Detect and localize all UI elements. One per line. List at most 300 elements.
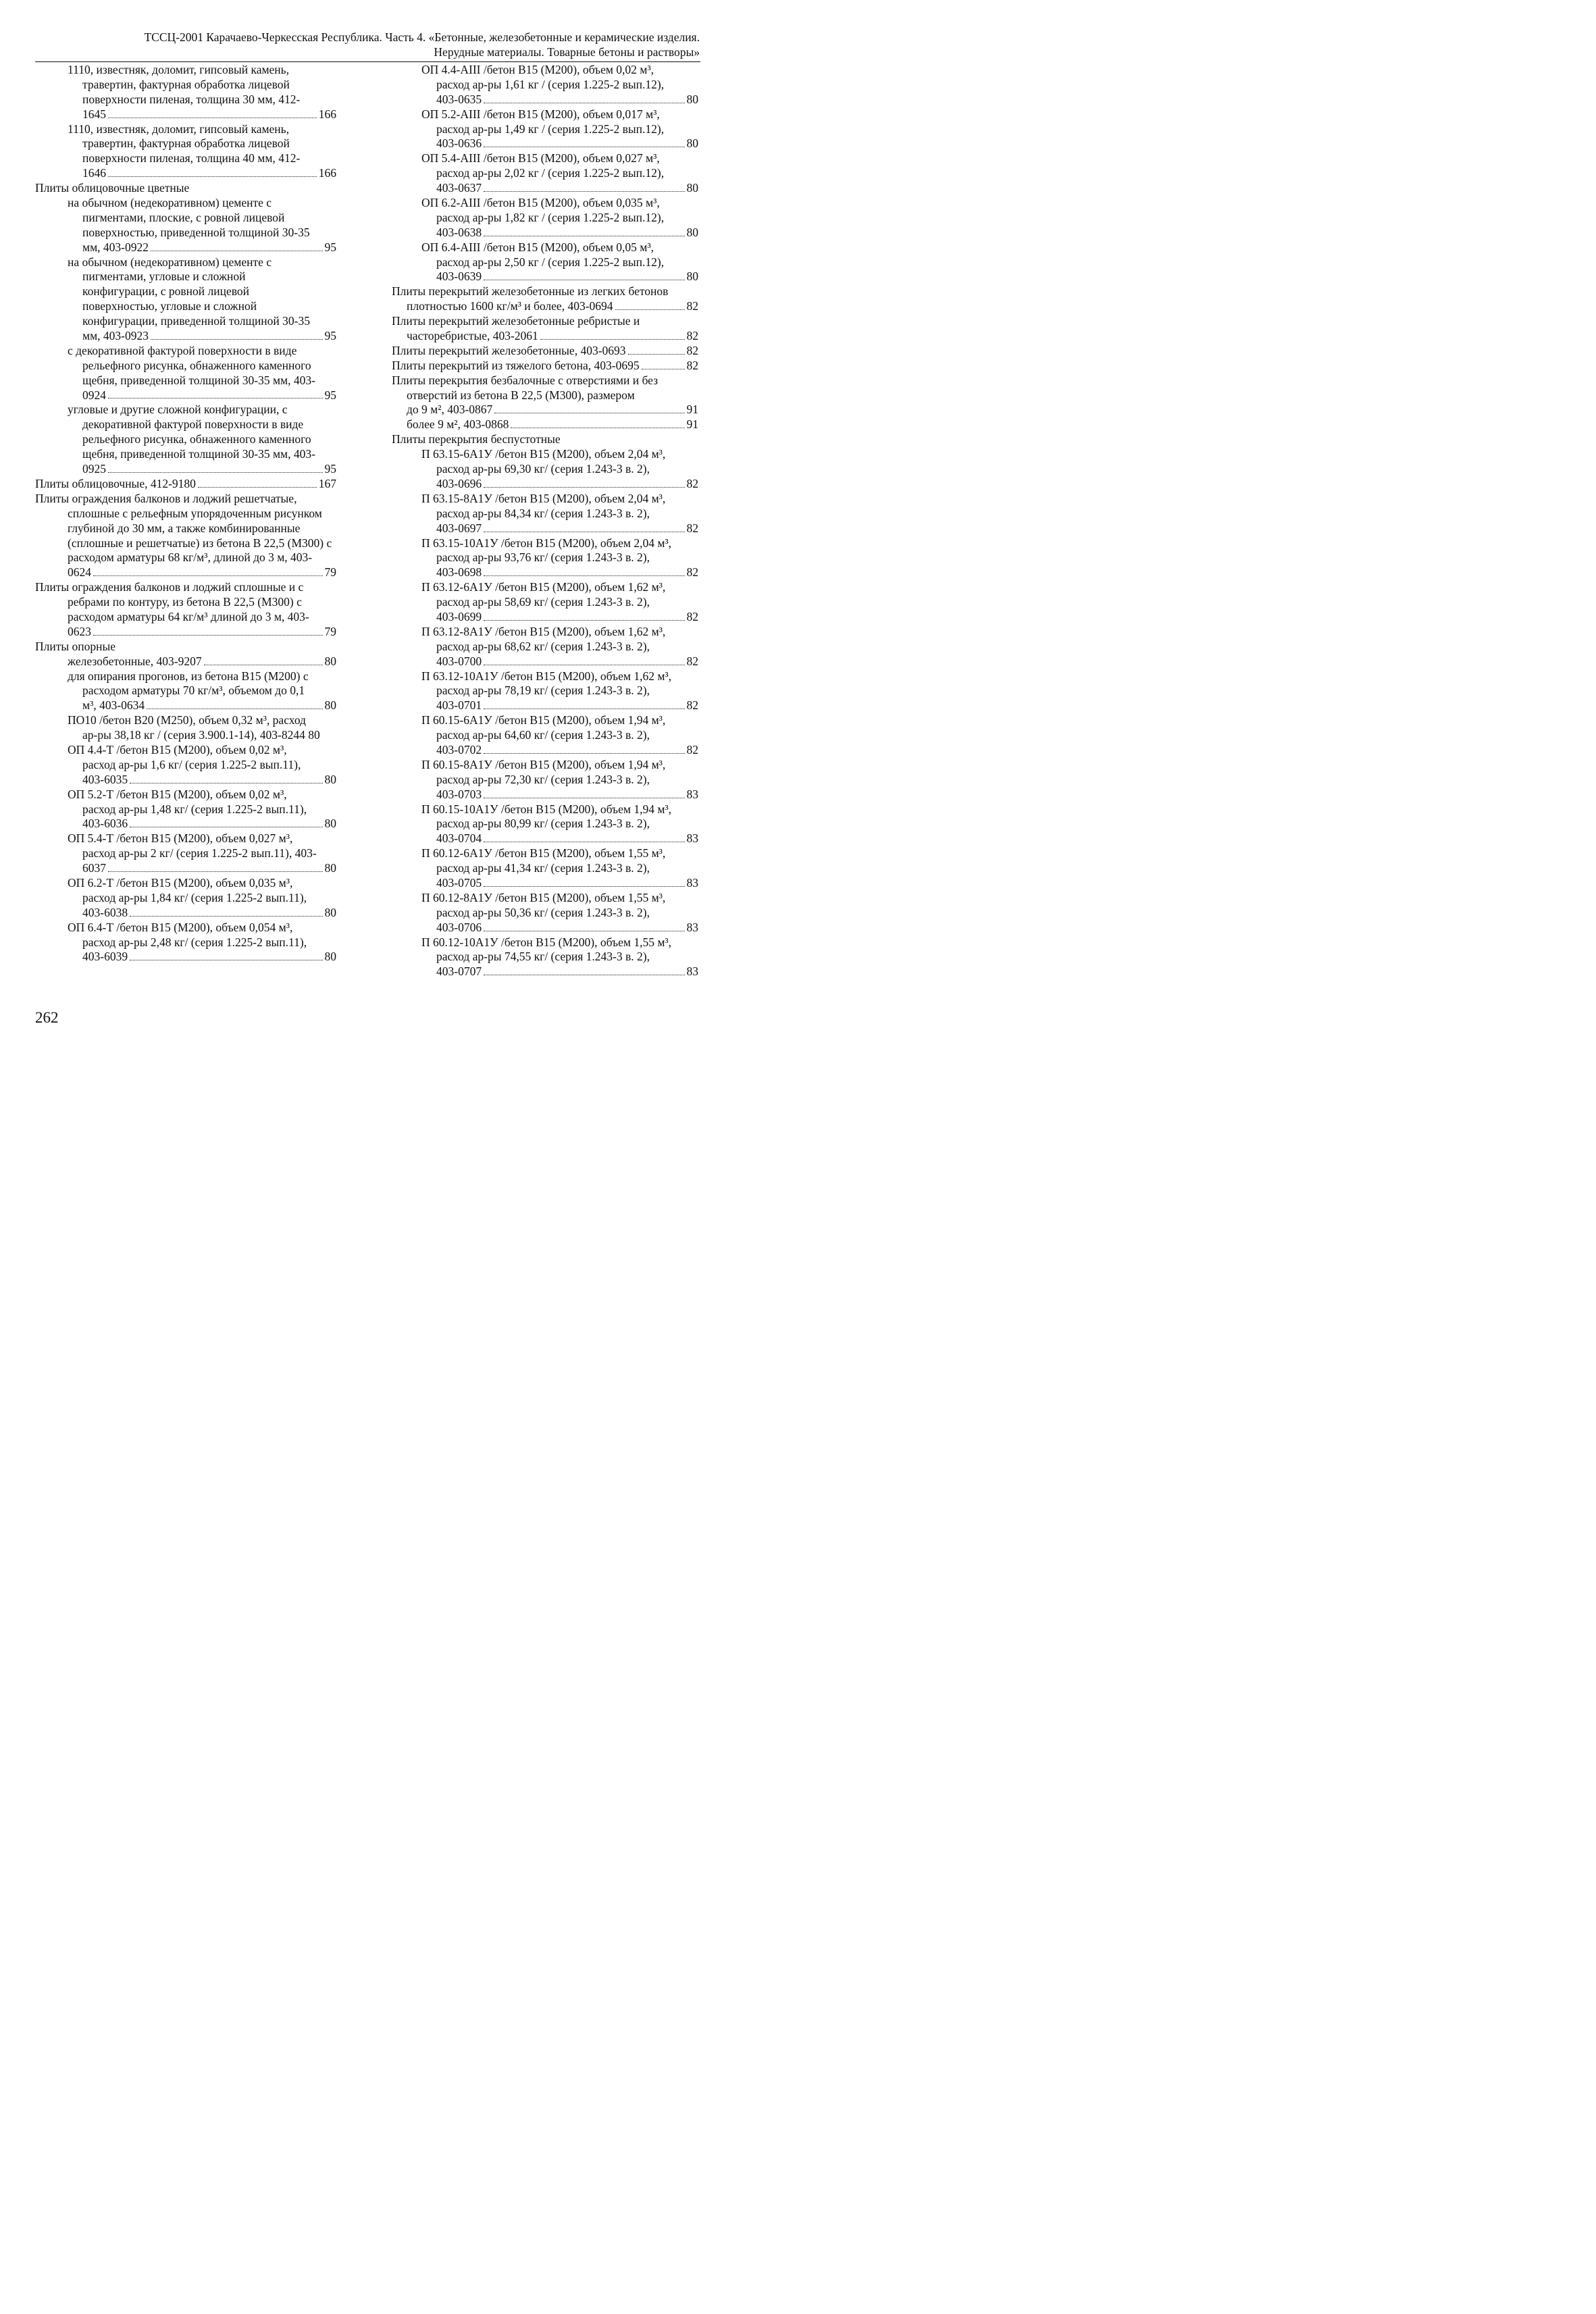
entry-text: Плиты перекрытия безбалочные с отверстиями и без bbox=[392, 373, 659, 387]
entry-page-number: 79 bbox=[324, 565, 336, 580]
entry-text: 403-0698 bbox=[436, 565, 482, 580]
entry-line bbox=[392, 151, 698, 166]
entry-line bbox=[392, 550, 698, 565]
entry-line bbox=[392, 359, 698, 374]
entry-text: 1110, известняк, доломит, гипсовый камень, bbox=[68, 122, 290, 136]
entry-line bbox=[35, 610, 336, 625]
entry-text: 403-0700 bbox=[436, 654, 482, 668]
entry-line bbox=[35, 921, 336, 935]
entry-text: травертин, фактурная обработка лицевой bbox=[82, 77, 290, 91]
entry-line bbox=[392, 344, 698, 359]
dot-leader bbox=[108, 472, 323, 473]
entry-page-number: 91 bbox=[686, 403, 698, 417]
entry-text: 403-0636 bbox=[436, 136, 482, 151]
entry-text: сплошные с рельефным упорядоченным рисунком bbox=[68, 506, 322, 520]
dot-leader bbox=[484, 575, 684, 576]
entry-text: 403-0706 bbox=[436, 920, 482, 934]
entry-line bbox=[35, 640, 336, 654]
entry-text: Плиты облицовочные цветные bbox=[35, 181, 190, 195]
index-entry bbox=[392, 846, 698, 891]
entry-text: П 60.15-6А1У /бетон В15 (М200), объем 1,94 м³, bbox=[421, 713, 666, 727]
entry-page-number: 95 bbox=[324, 240, 336, 254]
entry-text: конфигурации, с ровной лицевой bbox=[82, 284, 249, 299]
entry-line bbox=[35, 684, 336, 698]
index-entry bbox=[35, 654, 336, 669]
entry-text: более 9 м², 403-0868 bbox=[407, 417, 509, 432]
entry-line bbox=[392, 507, 698, 521]
entry-text: расход ар-ры 84,34 кг/ (серия 1.243-3 в. 2), bbox=[436, 506, 650, 520]
entry-line bbox=[35, 284, 336, 299]
entry-text: 0624 bbox=[68, 565, 91, 580]
index-entry bbox=[392, 314, 698, 344]
entry-page-number: 80 bbox=[324, 698, 336, 713]
entry-text: 403-0704 bbox=[436, 831, 482, 846]
index-entry bbox=[35, 196, 336, 255]
entry-line bbox=[392, 107, 698, 122]
entry-line bbox=[35, 269, 336, 284]
entry-text: расход ар-ры 41,34 кг/ (серия 1.243-3 в. 2), bbox=[436, 861, 650, 875]
entry-text: (сплошные и решетчатые) из бетона В 22,5 (М300) с bbox=[68, 536, 332, 550]
entry-line bbox=[35, 669, 336, 684]
entry-text: 403-0702 bbox=[436, 742, 482, 756]
entry-line bbox=[35, 654, 336, 669]
entry-page-number: 83 bbox=[686, 920, 698, 934]
index-entry bbox=[35, 876, 336, 921]
entry-page-number: 80 bbox=[324, 772, 336, 786]
entry-text: Плиты перекрытия беспустотные bbox=[392, 432, 561, 446]
entry-line bbox=[392, 846, 698, 861]
index-entry bbox=[35, 921, 336, 965]
entry-page-number: 80 bbox=[686, 136, 698, 151]
entry-line bbox=[35, 565, 336, 580]
entry-text: расход ар-ры 58,69 кг/ (серия 1.243-3 в. 2), bbox=[436, 595, 650, 609]
entry-text: 403-6039 bbox=[82, 950, 128, 964]
entry-line bbox=[392, 181, 698, 196]
entry-text: 0924 bbox=[82, 388, 106, 402]
entry-text: ОП 5.4-АIII /бетон В15 (М200), объем 0,027 м³, bbox=[421, 151, 660, 165]
entry-page-number: 95 bbox=[324, 329, 336, 343]
entry-text: расход ар-ры 74,55 кг/ (серия 1.243-3 в. 2), bbox=[436, 950, 650, 964]
entry-line bbox=[35, 788, 336, 802]
entry-line bbox=[392, 521, 698, 536]
entry-text: ОП 6.2-Т /бетон В15 (М200), объем 0,035 м³, bbox=[68, 875, 293, 890]
index-entry bbox=[392, 758, 698, 802]
entry-text: на обычном (недекоративном) цементе с bbox=[68, 255, 272, 269]
entry-text: П 60.15-10А1У /бетон В15 (М200), объем 1,94 м³, bbox=[421, 802, 672, 816]
dot-leader bbox=[130, 916, 322, 917]
entry-text: 403-6035 bbox=[82, 772, 128, 786]
entry-text: расход ар-ры 78,19 кг/ (серия 1.243-3 в. 2), bbox=[436, 684, 650, 698]
entry-line bbox=[392, 580, 698, 595]
entry-text: 403-0701 bbox=[436, 698, 482, 713]
index-entry bbox=[392, 802, 698, 847]
entry-text: мм, 403-0923 bbox=[82, 329, 149, 343]
entry-text: Плиты опорные bbox=[35, 639, 116, 653]
entry-line bbox=[35, 492, 336, 507]
entry-line bbox=[392, 817, 698, 831]
entry-text: глубиной до 30 мм, а также комбинированные bbox=[68, 521, 301, 535]
entry-line bbox=[35, 417, 336, 432]
entry-text: П 63.12-8А1У /бетон В15 (М200), объем 1,62 м³, bbox=[421, 624, 666, 638]
entry-page-number: 166 bbox=[318, 166, 336, 180]
entry-text: 403-0637 bbox=[436, 181, 482, 195]
entry-page-number: 80 bbox=[686, 92, 698, 106]
entry-line bbox=[35, 255, 336, 270]
entry-text: рельефного рисунка, обнаженного каменного bbox=[82, 358, 311, 372]
entry-page-number: 82 bbox=[686, 565, 698, 580]
entry-text: пигментами, угловые и сложной bbox=[82, 269, 246, 284]
index-entry bbox=[392, 284, 698, 314]
entry-line bbox=[392, 625, 698, 640]
entry-page-number: 82 bbox=[686, 742, 698, 756]
entry-line bbox=[392, 713, 698, 728]
index-entry bbox=[392, 713, 698, 758]
entry-line bbox=[35, 314, 336, 329]
index-entry bbox=[35, 344, 336, 403]
entry-line bbox=[35, 388, 336, 403]
entry-text: расход ар-ры 2,50 кг / (серия 1.225-2 вып.12), bbox=[436, 255, 665, 269]
entry-text: Плиты облицовочные, 412-9180 bbox=[35, 476, 196, 490]
entry-text: ребрами по контуру, из бетона В 22,5 (М300) с bbox=[68, 595, 302, 609]
entry-page-number: 80 bbox=[686, 269, 698, 284]
entry-line bbox=[35, 507, 336, 521]
entry-line bbox=[35, 935, 336, 950]
entry-text: П 60.12-8А1У /бетон В15 (М200), объем 1,55 м³, bbox=[421, 890, 666, 904]
entry-page-number: 82 bbox=[686, 299, 698, 313]
entry-line bbox=[35, 698, 336, 713]
entry-page-number: 80 bbox=[324, 905, 336, 919]
entry-line bbox=[35, 595, 336, 610]
entry-line bbox=[392, 447, 698, 462]
index-entry bbox=[35, 63, 336, 122]
entry-line bbox=[35, 846, 336, 861]
entry-text: отверстий из бетона В 22,5 (М300), размером bbox=[407, 388, 635, 402]
entry-page-number: 82 bbox=[686, 329, 698, 343]
dot-leader bbox=[108, 176, 317, 177]
entry-text: Плиты перекрытий железобетонные, 403-0693 bbox=[392, 343, 626, 357]
entry-page-number: 95 bbox=[324, 388, 336, 402]
entry-line bbox=[392, 861, 698, 876]
entry-text: П 60.15-8А1У /бетон В15 (М200), объем 1,94 м³, bbox=[421, 757, 666, 771]
entry-line bbox=[35, 93, 336, 107]
entry-text: 403-0697 bbox=[436, 521, 482, 535]
entry-text: м³, 403-0634 bbox=[82, 698, 145, 713]
entry-text: П 60.12-6А1У /бетон В15 (М200), объем 1,55 м³, bbox=[421, 846, 666, 860]
entry-text: ОП 6.2-АIII /бетон В15 (М200), объем 0,035 м³, bbox=[421, 196, 660, 210]
dot-leader bbox=[540, 339, 685, 340]
entry-text: Плиты ограждения балконов и лоджий сплошные и с bbox=[35, 580, 304, 594]
entry-line bbox=[392, 698, 698, 713]
entry-text: 403-0705 bbox=[436, 875, 482, 890]
entry-text: поверхностью, угловые и сложной bbox=[82, 299, 257, 313]
entry-text: часторебристые, 403-2061 bbox=[407, 329, 538, 343]
entry-line bbox=[392, 565, 698, 580]
entry-text: расход ар-ры 1,48 кг/ (серия 1.225-2 вып.11), bbox=[82, 802, 307, 816]
entry-line bbox=[392, 93, 698, 107]
entry-line bbox=[392, 728, 698, 743]
entry-line bbox=[392, 240, 698, 255]
entry-text: Плиты перекрытий из тяжелого бетона, 403-0695 bbox=[392, 358, 640, 372]
entry-text: расход ар-ры 1,84 кг/ (серия 1.225-2 вып.11), bbox=[82, 890, 307, 904]
entry-line bbox=[35, 891, 336, 906]
dot-leader bbox=[93, 635, 323, 636]
entry-line bbox=[392, 284, 698, 299]
entry-line bbox=[392, 965, 698, 979]
entry-line bbox=[392, 831, 698, 846]
entry-text: поверхностью, приведенной толщиной 30-35 bbox=[82, 225, 310, 239]
dot-leader bbox=[484, 753, 684, 754]
entry-text: щебня, приведенной толщиной 30-35 мм, 403- bbox=[82, 373, 315, 387]
entry-line bbox=[392, 329, 698, 344]
entry-line bbox=[35, 462, 336, 477]
entry-line bbox=[392, 299, 698, 314]
entry-line bbox=[392, 788, 698, 802]
entry-page-number: 82 bbox=[686, 609, 698, 623]
entry-line bbox=[35, 876, 336, 891]
entry-line bbox=[392, 211, 698, 226]
index-entry bbox=[35, 122, 336, 182]
entry-page-number: 80 bbox=[324, 654, 336, 668]
entry-line bbox=[35, 374, 336, 388]
entry-page-number: 83 bbox=[686, 787, 698, 801]
entry-line bbox=[392, 63, 698, 78]
entry-line bbox=[35, 743, 336, 758]
entry-line bbox=[392, 950, 698, 965]
entry-page-number: 82 bbox=[686, 476, 698, 490]
entry-line bbox=[35, 477, 336, 492]
entry-line bbox=[392, 417, 698, 432]
entry-line bbox=[35, 344, 336, 359]
entry-text: П 63.12-6А1У /бетон В15 (М200), объем 1,62 м³, bbox=[421, 580, 666, 594]
entry-line bbox=[392, 595, 698, 610]
dot-leader bbox=[198, 487, 317, 488]
entry-line bbox=[35, 580, 336, 595]
entry-page-number: 167 bbox=[318, 476, 336, 490]
entry-text: расход ар-ры 68,62 кг/ (серия 1.243-3 в. 2), bbox=[436, 639, 650, 653]
entry-text: 403-0699 bbox=[436, 609, 482, 623]
entry-page-number: 80 bbox=[324, 950, 336, 964]
entry-line bbox=[392, 876, 698, 891]
entry-line bbox=[35, 447, 336, 462]
entry-page-number: 83 bbox=[686, 965, 698, 979]
running-header bbox=[35, 30, 700, 59]
entry-line bbox=[392, 374, 698, 388]
entry-line bbox=[35, 181, 336, 196]
entry-page-number: 82 bbox=[686, 521, 698, 535]
index-entry bbox=[392, 447, 698, 492]
entry-page-number: 82 bbox=[686, 343, 698, 357]
entry-line bbox=[35, 196, 336, 211]
entry-text: поверхности пиленая, толщина 40 мм, 412- bbox=[82, 151, 301, 165]
index-entry bbox=[35, 403, 336, 476]
index-entry bbox=[392, 580, 698, 625]
header-rule bbox=[35, 61, 700, 62]
entry-text: расход ар-ры 72,30 кг/ (серия 1.243-3 в. 2), bbox=[436, 772, 650, 786]
entry-text: расход ар-ры 2 кг/ (серия 1.225-2 вып.11), 403- bbox=[82, 846, 317, 860]
entry-line bbox=[392, 921, 698, 935]
entry-line bbox=[35, 861, 336, 876]
entry-text: ОП 5.4-Т /бетон В15 (М200), объем 0,027 м³, bbox=[68, 831, 293, 846]
entry-text: расход ар-ры 1,6 кг/ (серия 1.225-2 вып.11), bbox=[82, 757, 301, 771]
entry-text: 1645 bbox=[82, 107, 106, 121]
entry-text: 403-0635 bbox=[436, 92, 482, 106]
entry-text: расход ар-ры 1,82 кг / (серия 1.225-2 вып.12), bbox=[436, 210, 665, 224]
index-entry bbox=[392, 669, 698, 714]
entry-text: расход ар-ры 2,48 кг/ (серия 1.225-2 вып.11), bbox=[82, 935, 307, 949]
entry-text: ПО10 /бетон В20 (М250), объем 0,32 м³, расход bbox=[68, 713, 306, 727]
entry-page-number: 91 bbox=[686, 417, 698, 432]
entry-page-number: 80 bbox=[686, 225, 698, 239]
dot-leader bbox=[615, 309, 685, 310]
entry-text: ОП 6.4-АIII /бетон В15 (М200), объем 0,05 м³, bbox=[421, 240, 654, 254]
entry-line bbox=[392, 669, 698, 684]
entry-line bbox=[35, 625, 336, 640]
entry-text: ОП 5.2-Т /бетон В15 (М200), объем 0,02 м³, bbox=[68, 787, 287, 801]
entry-line bbox=[35, 831, 336, 846]
entry-text: пигментами, плоские, с ровной лицевой bbox=[82, 210, 285, 224]
entry-text: Плиты перекрытий железобетонные из легких бетонов bbox=[392, 284, 669, 299]
entry-text: П 63.15-10А1У /бетон В15 (М200), объем 2,04 м³, bbox=[421, 536, 672, 550]
entry-page-number: 79 bbox=[324, 624, 336, 638]
entry-text: расходом арматуры 64 кг/м³ длиной до 3 м, 403- bbox=[68, 609, 309, 623]
entry-text: П 63.12-10А1У /бетон В15 (М200), объем 1,62 м³, bbox=[421, 669, 672, 683]
entry-page-number: 82 bbox=[686, 654, 698, 668]
dot-leader bbox=[484, 886, 684, 887]
entry-line bbox=[392, 477, 698, 492]
dot-leader bbox=[628, 354, 685, 355]
entry-page-number: 82 bbox=[686, 358, 698, 372]
entry-text: расходом арматуры 70 кг/м³, объемом до 0,1 bbox=[82, 684, 305, 698]
dot-leader bbox=[93, 575, 323, 576]
index-entry bbox=[392, 151, 698, 196]
entry-line bbox=[392, 432, 698, 447]
entry-line bbox=[392, 802, 698, 817]
entry-page-number: 80 bbox=[324, 861, 336, 875]
entry-line bbox=[35, 107, 336, 122]
entry-line bbox=[35, 211, 336, 226]
index-entry bbox=[35, 492, 336, 580]
entry-line bbox=[392, 684, 698, 698]
entry-text: ОП 6.4-Т /бетон В15 (М200), объем 0,054 м³, bbox=[68, 920, 293, 934]
entry-line bbox=[392, 462, 698, 477]
entry-line bbox=[392, 654, 698, 669]
index-entry bbox=[35, 477, 336, 492]
entry-line bbox=[392, 388, 698, 403]
index-entry bbox=[392, 359, 698, 374]
index-entry bbox=[392, 625, 698, 669]
index-entry bbox=[35, 255, 336, 344]
entry-page-number: 83 bbox=[686, 831, 698, 846]
entry-line bbox=[35, 299, 336, 314]
entry-text: расход ар-ры 80,99 кг/ (серия 1.243-3 в. 2), bbox=[436, 817, 650, 831]
entry-line bbox=[392, 610, 698, 625]
entry-text: ОП 4.4-АIII /бетон В15 (М200), объем 0,02 м³, bbox=[421, 63, 654, 76]
entry-line bbox=[35, 536, 336, 551]
entry-line bbox=[392, 773, 698, 788]
entry-text: Плиты перекрытий железобетонные ребристые и bbox=[392, 314, 640, 328]
entry-line bbox=[35, 713, 336, 728]
entry-line bbox=[392, 935, 698, 950]
index-entry bbox=[35, 640, 336, 654]
entry-line bbox=[35, 728, 336, 743]
entry-line bbox=[35, 403, 336, 417]
entry-text: на обычном (недекоративном) цементе с bbox=[68, 196, 272, 210]
entry-page-number: 166 bbox=[318, 107, 336, 121]
entry-text: железобетонные, 403-9207 bbox=[68, 654, 202, 668]
entry-line bbox=[392, 906, 698, 921]
entry-text: 1646 bbox=[82, 166, 106, 180]
entry-text: для опирания прогонов, из бетона В15 (М200) с bbox=[68, 669, 309, 683]
entry-text: 403-0707 bbox=[436, 965, 482, 979]
entry-line bbox=[392, 403, 698, 417]
entry-page-number: 95 bbox=[324, 462, 336, 476]
entry-text: угловые и другие сложной конфигурации, с bbox=[68, 403, 288, 417]
entry-line bbox=[392, 743, 698, 758]
entry-line bbox=[392, 758, 698, 773]
index-entry bbox=[392, 196, 698, 240]
index-entry bbox=[392, 417, 698, 432]
index-entry bbox=[35, 181, 336, 196]
entry-text: 403-0696 bbox=[436, 476, 482, 490]
entry-page-number: 83 bbox=[686, 875, 698, 890]
entry-line bbox=[35, 122, 336, 137]
entry-text: 403-0638 bbox=[436, 225, 482, 239]
entry-text: ар-ры 38,18 кг / (серия 3.900.1-14), 403-8244 80 bbox=[82, 728, 320, 742]
index-entry bbox=[35, 580, 336, 640]
entry-line bbox=[35, 758, 336, 773]
index-entry bbox=[392, 374, 698, 403]
dot-leader bbox=[484, 620, 684, 621]
dot-leader bbox=[151, 339, 323, 340]
entry-text: поверхности пиленая, толщина 30 мм, 412- bbox=[82, 92, 301, 106]
entry-text: Плиты ограждения балконов и лоджий решетчатые, bbox=[35, 491, 297, 505]
entry-line bbox=[392, 536, 698, 551]
entry-line bbox=[392, 314, 698, 329]
entry-line bbox=[35, 136, 336, 151]
entry-line bbox=[35, 151, 336, 166]
index-column-left bbox=[35, 63, 336, 965]
entry-text: мм, 403-0922 bbox=[82, 240, 149, 254]
entry-line bbox=[392, 122, 698, 137]
entry-text: П 63.15-6А1У /бетон В15 (М200), объем 2,04 м³, bbox=[421, 447, 666, 461]
entry-line bbox=[392, 226, 698, 240]
entry-line bbox=[392, 166, 698, 181]
entry-line bbox=[392, 78, 698, 93]
index-column-right bbox=[392, 63, 698, 979]
entry-text: 6037 bbox=[82, 861, 106, 875]
running-header-line-1: ТССЦ-2001 Карачаево-Черкесская Республика. Часть 4. «Бетонные, железобетонные и керамические изделия. bbox=[144, 30, 700, 44]
entry-text: расход ар-ры 1,49 кг / (серия 1.225-2 вып.12), bbox=[436, 122, 665, 136]
entry-text: расход ар-ры 1,61 кг / (серия 1.225-2 вып.12), bbox=[436, 77, 665, 91]
entry-text: декоративной фактурой поверхности в виде bbox=[82, 417, 304, 432]
entry-text: травертин, фактурная обработка лицевой bbox=[82, 136, 290, 151]
entry-text: расход ар-ры 50,36 кг/ (серия 1.243-3 в. 2), bbox=[436, 905, 650, 919]
entry-line bbox=[35, 906, 336, 921]
entry-line bbox=[35, 63, 336, 78]
entry-line bbox=[35, 78, 336, 93]
entry-line bbox=[35, 240, 336, 255]
entry-text: щебня, приведенной толщиной 30-35 мм, 403- bbox=[82, 447, 315, 461]
entry-text: расход ар-ры 69,30 кг/ (серия 1.243-3 в. 2), bbox=[436, 462, 650, 476]
entry-text: расход ар-ры 93,76 кг/ (серия 1.243-3 в. 2), bbox=[436, 550, 650, 565]
entry-text: до 9 м², 403-0867 bbox=[407, 403, 493, 417]
entry-text: расход ар-ры 2,02 кг / (серия 1.225-2 вып.12), bbox=[436, 166, 665, 180]
index-entry bbox=[392, 344, 698, 359]
index-entry bbox=[392, 107, 698, 152]
index-entry bbox=[392, 63, 698, 107]
index-entry bbox=[392, 240, 698, 285]
entry-line bbox=[35, 329, 336, 344]
